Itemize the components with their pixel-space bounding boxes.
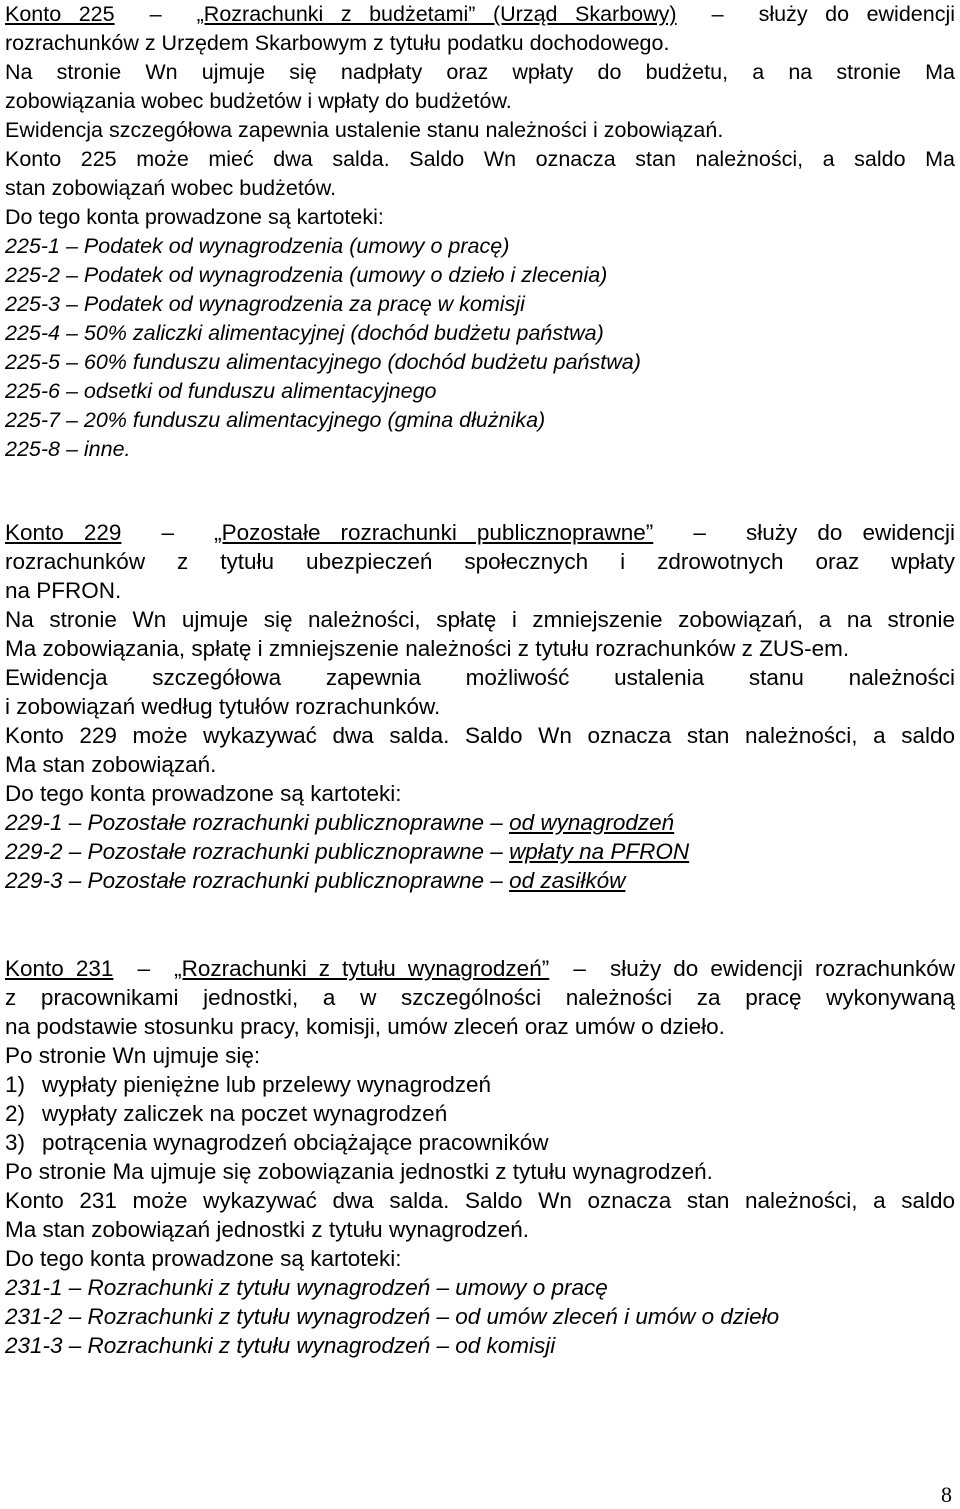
list-item — [5, 1128, 955, 1157]
paragraph-line: Konto 229 może wykazywać dwa salda. Saldo Wn oznacza stan należności, a saldo — [5, 723, 955, 748]
paragraph-line: na podstawie stosunku pracy, komisji, umów zleceń oraz umów o dzieło. — [5, 1014, 725, 1039]
paragraph-line: na PFRON. — [5, 578, 122, 603]
section-heading: Konto 229 – „Pozostałe rozrachunki publicznoprawne” – służy do ewidencji — [5, 520, 955, 545]
paragraph-line: Na stronie Wn ujmuje się nadpłaty oraz wpłaty do budżetu, a na stronie Ma — [5, 60, 955, 84]
paragraph-line: Ewidencja szczegółowa zapewnia ustalenie stanu należności i zobowiązań. — [5, 118, 724, 142]
paragraph-line: Ma zobowiązania, spłatę i zmniejszenie należności z tytułu rozrachunków z ZUS-em. — [5, 636, 850, 661]
card-prefix: 229-2 – Pozostałe rozrachunki publicznoprawne – — [5, 839, 510, 864]
list-text: potrącenia wynagrodzeń obciążające pracowników — [42, 1130, 549, 1155]
card-item — [5, 808, 955, 837]
paragraph-line: Ewidencja szczegółowa zapewnia możliwość ustalenia stanu należności — [5, 665, 955, 690]
list-number: 2) — [5, 1101, 26, 1126]
heading-rest: służy do ewidencji — [746, 520, 955, 545]
paragraph-line: Konto 225 może mieć dwa salda. Saldo Wn oznacza stan należności, a saldo Ma — [5, 147, 955, 171]
account-code: Konto 225 — [5, 2, 115, 26]
account-code: Konto 229 — [5, 520, 122, 545]
paragraph-line: Po stronie Ma ujmuje się zobowiązania jednostki z tytułu wynagrodzeń. — [5, 1159, 713, 1184]
list-number: 1) — [5, 1072, 26, 1097]
section-konto-229 — [5, 518, 955, 895]
card-item: 225-7 – 20% funduszu alimentacyjnego (gmina dłużnika) — [5, 408, 546, 432]
numbered-list — [5, 1070, 955, 1157]
cards-intro: Do tego konta prowadzone są kartoteki: — [5, 1246, 402, 1271]
list-text: wypłaty zaliczek na poczet wynagrodzeń — [42, 1101, 448, 1126]
card-item: 225-4 – 50% zaliczki alimentacyjnej (dochód budżetu państwa) — [5, 321, 604, 345]
card-item — [5, 866, 955, 895]
account-title: „Pozostałe rozrachunki publicznoprawne” — [214, 520, 654, 545]
card-prefix: 229-3 – Pozostałe rozrachunki publicznoprawne – — [5, 868, 510, 893]
card-item: 225-3 – Podatek od wynagrodzenia za pracę w komisji — [5, 292, 525, 316]
card-item: 231-2 – Rozrachunki z tytułu wynagrodzeń – od umów zleceń i umów o dzieło — [5, 1304, 780, 1329]
card-item: 225-2 – Podatek od wynagrodzenia (umowy o dzieło i zlecenia) — [5, 263, 608, 287]
paragraph-line: zobowiązania wobec budżetów i wpłaty do budżetów. — [5, 89, 512, 113]
account-code: Konto 231 — [5, 956, 114, 981]
card-suffix: od wynagrodzeń — [509, 810, 675, 835]
cards-intro: Do tego konta prowadzone są kartoteki: — [5, 781, 402, 806]
heading-rest: służy do ewidencji rozrachunków — [609, 956, 955, 981]
list-number: 3) — [5, 1130, 26, 1155]
paragraph-line: Na stronie Wn ujmuje się należności, spłatę i zmniejszenie zobowiązań, a na stronie — [5, 607, 955, 632]
card-item: 225-6 – odsetki od funduszu alimentacyjnego — [5, 379, 437, 403]
card-prefix: 229-1 – Pozostałe rozrachunki publicznoprawne – — [5, 810, 510, 835]
section-konto-231 — [5, 954, 955, 1360]
heading-rest: służy do ewidencji — [758, 2, 955, 26]
paragraph-line: z pracownikami jednostki, a w szczególności należności za pracę wykonywaną — [5, 985, 955, 1010]
paragraph-line: Po stronie Wn ujmuje się: — [5, 1043, 261, 1068]
section-heading: Konto 231 – „Rozrachunki z tytułu wynagrodzeń” – służy do ewidencji rozrachunków — [5, 956, 955, 981]
card-suffix: wpłaty na PFRON — [509, 839, 690, 864]
card-suffix: od zasiłków — [509, 868, 626, 893]
paragraph-line: Ma stan zobowiązań jednostki z tytułu wynagrodzeń. — [5, 1217, 530, 1242]
card-item: 231-3 – Rozrachunki z tytułu wynagrodzeń – od komisji — [5, 1333, 556, 1358]
paragraph-line: rozrachunków z tytułu ubezpieczeń społecznych i zdrowotnych oraz wpłaty — [5, 549, 955, 574]
paragraph-line: stan zobowiązań wobec budżetów. — [5, 176, 337, 200]
list-item — [5, 1099, 955, 1128]
card-item: 225-5 – 60% funduszu alimentacyjnego (dochód budżetu państwa) — [5, 350, 641, 374]
list-item — [5, 1070, 955, 1099]
card-item: 231-1 – Rozrachunki z tytułu wynagrodzeń – umowy o pracę — [5, 1275, 608, 1300]
page-number: 8 — [941, 1482, 952, 1507]
account-title: „Rozrachunki z budżetami” (Urząd Skarbowy) — [196, 2, 677, 26]
paragraph-line: Konto 231 może wykazywać dwa salda. Saldo Wn oznacza stan należności, a saldo — [5, 1188, 955, 1213]
section-konto-225 — [5, 0, 955, 464]
account-title: „Rozrachunki z tytułu wynagrodzeń” — [174, 956, 550, 981]
paragraph-line: Ma stan zobowiązań. — [5, 752, 217, 777]
paragraph-line: rozrachunków z Urzędem Skarbowym z tytułu podatku dochodowego. — [5, 31, 670, 55]
list-text: wypłaty pieniężne lub przelewy wynagrodzeń — [42, 1072, 492, 1097]
card-item: 225-8 – inne. — [5, 437, 131, 461]
card-item: 225-1 – Podatek od wynagrodzenia (umowy o pracę) — [5, 234, 510, 258]
paragraph-line: i zobowiązań według tytułów rozrachunków. — [5, 694, 441, 719]
section-heading: Konto 225 – „Rozrachunki z budżetami” (Urząd Skarbowy) – służy do ewidencji — [5, 2, 955, 26]
card-item — [5, 837, 955, 866]
cards-intro: Do tego konta prowadzone są kartoteki: — [5, 205, 384, 229]
